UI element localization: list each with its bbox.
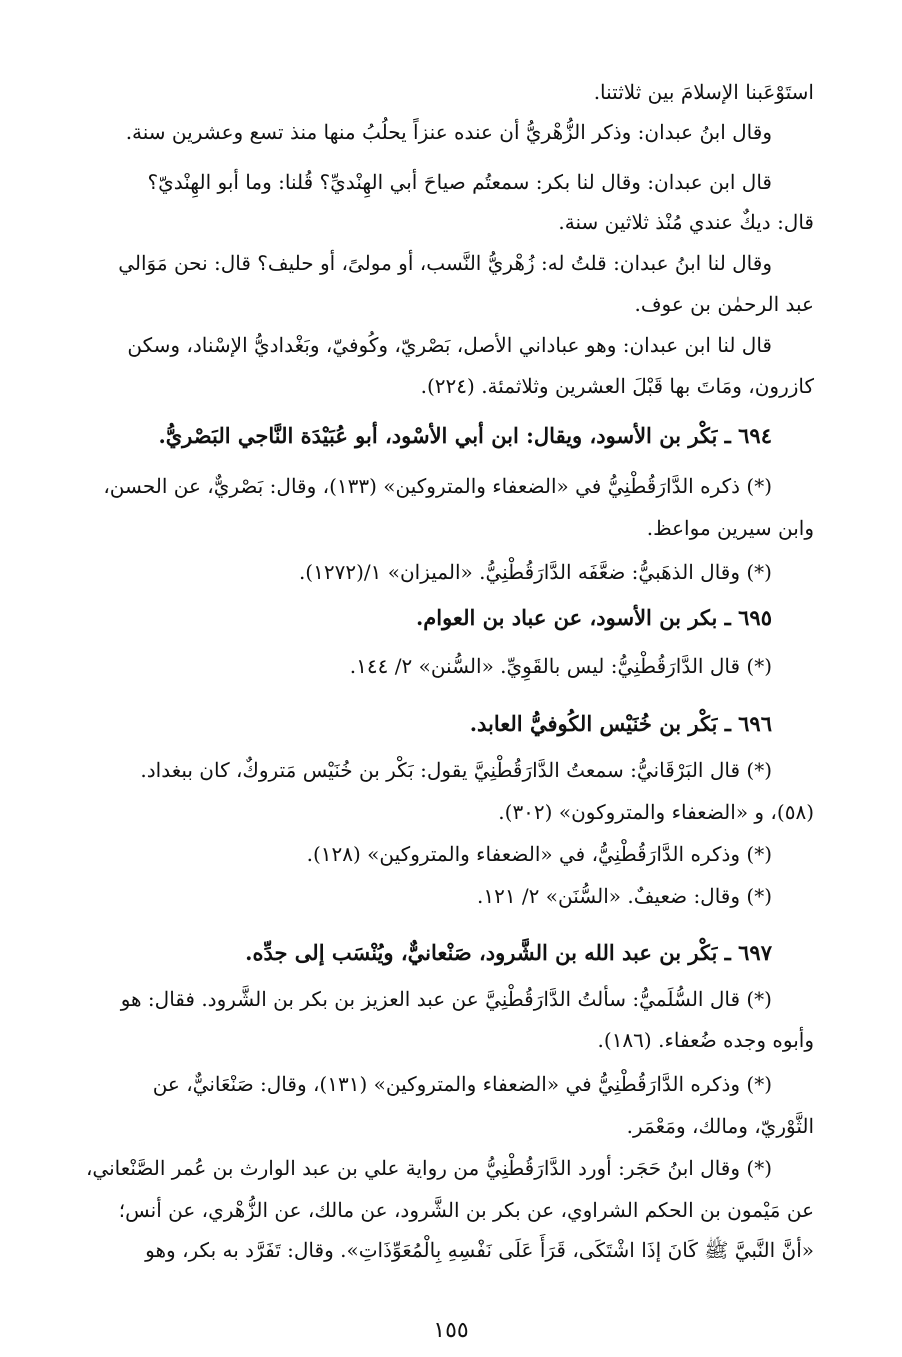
text-line: قال لنا ابن عبدان: وهو عباداني الأصل، بَصْريّ، وكُوفيّ، وبَغْداديُّ الإسْناد، وسكن [127,333,772,357]
text-line: (*) وذكره الدَّارَقُطْنِيُّ في «الضعفاء والمتروكين» (١٣١)، وقال: صَنْعَانيٌّ، عن [152,1072,772,1096]
text-line: وابن سيرين مواعظ. [646,516,814,540]
text-line: (*) وقال ابنُ حَجَر: أورد الدَّارَقُطْنِيُّ من رواية علي بن عبد الوارث بن عُمر الصَّنْعاني، [85,1156,772,1180]
text-line: استَوْعَبنا الإسلامَ بين ثلاثتنا. [593,80,814,104]
entry-heading: ٦٩٧ ـ بَكْر بن عبد الله بن الشَّرود، صَنْعانيٌّ، ويُنْسَب إلى جدِّه. [245,940,772,965]
text-line: (*) ذكره الدَّارَقُطْنِيُّ في «الضعفاء والمتروكين» (١٣٣)، وقال: بَصْريٌّ، عن الحسن، [103,474,772,498]
entry-heading: ٦٩٦ ـ بَكْر بن خُنَيْس الكُوفيُّ العابد. [469,711,772,736]
text-line: (*) وقال الذهَبيُّ: ضعَّفَه الدَّارَقُطْنِيُّ. «الميزان» ١/(١٢٧٢). [298,560,772,584]
text-line: «أنَّ النَّبيَّ ﷺ كَانَ إذَا اشْتَكَى، قَرَأَ عَلَى نَفْسِهِ بِالْمُعَوِّذَاتِ». وقال: تَفَرَّد به بكر، وهو [145,1238,814,1262]
text-line: وقال لنا ابنُ عبدان: قلتُ له: زُهْريُّ النَّسب، أو مولىً، أو حليف؟ قال: نحن مَوَالي [118,251,772,275]
text-line: الثَّوْريّ، ومالك، ومَعْمَر. [626,1114,814,1138]
text-line: (*) وذكره الدَّارَقُطْنِيُّ، في «الضعفاء والمتروكين» (١٢٨). [306,842,772,866]
text-line: (*) قال السُّلَميُّ: سألتُ الدَّارَقُطْنِيَّ عن عبد العزيز بن بكر بن الشَّرود. فقال: هو [120,987,772,1011]
text-line: كازرون، ومَاتَ بها قَبْلَ العشرين وثلاثمئة. (٢٢٤). [420,374,814,398]
text-line: قال ابن عبدان: وقال لنا بكر: سمعتُم صياحَ أبي الهِنْديِّ؟ قُلنا: وما أبو الهِنْديّ؟ [147,170,772,194]
text-line: (*) وقال: ضعيفٌ. «السُّنَن» ٢/ ١٢١. [476,884,772,908]
text-line: وأبوه وجده ضُعفاء. (١٨٦). [597,1028,814,1052]
text-line: عبد الرحمٰن بن عوف. [634,292,814,316]
text-line: عن مَيْمون بن الحكم الشراوي، عن بكر بن الشَّرود، عن مالك، عن الزُّهْري، عن أنس؛ [118,1198,814,1222]
page-number: ١٥٥ [433,1318,469,1343]
text-line: (٥٨)، و «الضعفاء والمتروكون» (٣٠٢). [498,800,814,824]
text-line: وقال ابنُ عبدان: وذكر الزُّهْريُّ أن عنده عنزاً يحلُبُ منها منذ تسع وعشرين سنة. [125,120,772,144]
entry-heading: ٦٩٥ ـ بكر بن الأسود، عن عباد بن العوام. [415,605,772,630]
text-line: (*) قال الدَّارَقُطْنِيُّ: ليس بالقَوِيِّ. «السُّنن» ٢/ ١٤٤. [349,654,772,678]
entry-heading: ٦٩٤ ـ بَكْر بن الأسود، ويقال: ابن أبي الأسْود، أبو عُبَيْدَة النَّاجي البَصْريُّ. [158,423,772,448]
text-line: قال: ديكٌ عندي مُنْذ ثلاثين سنة. [558,210,814,234]
text-line: (*) قال البَرْقَانيُّ: سمعتُ الدَّارَقُطْنِيَّ يقول: بَكْر بن خُنَيْس مَتروكٌ، كان ببغداد. [140,758,772,782]
